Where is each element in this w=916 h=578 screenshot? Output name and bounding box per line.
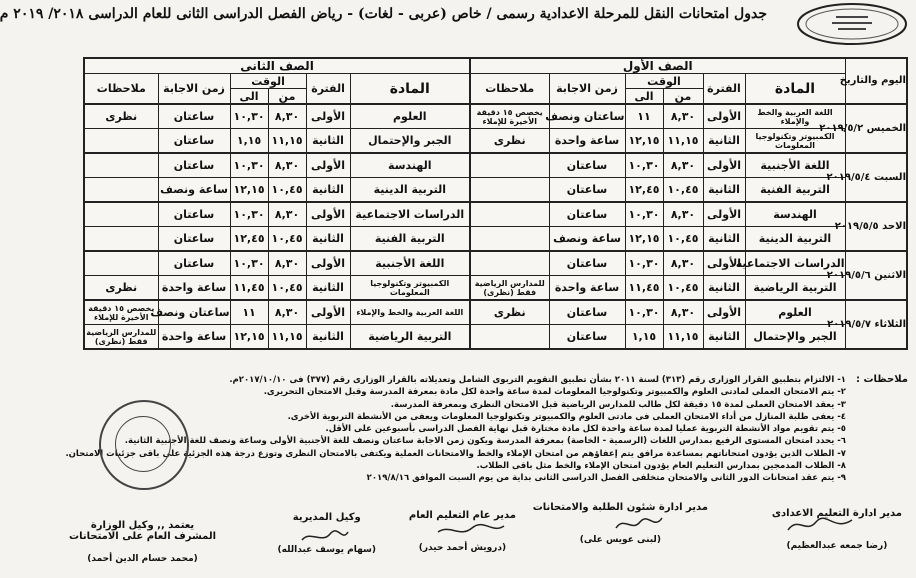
- note-item: ٩- يتم عقد امتحانات الدور الثانى والامتحان متخلفى الفصل الدراسى الثانى بداية من يوم السبت الموافق ٢٠١٩/٨/١٦: [366, 473, 846, 484]
- col-to-header: الى: [230, 89, 268, 105]
- to-cell: ١٠,٣٠: [625, 300, 663, 325]
- signature-scribble-icon: [436, 520, 506, 540]
- duration-cell: ساعتان: [549, 325, 625, 350]
- duration-cell: ساعتان: [549, 178, 625, 203]
- col-subject-header: المادة: [350, 74, 470, 105]
- to-cell: ١٠,٣٠: [625, 251, 663, 276]
- to-cell: ١٢,١٥: [625, 129, 663, 154]
- subject-cell: العلوم: [350, 104, 470, 129]
- from-cell: ٨,٣٠: [663, 104, 703, 129]
- period-cell: الثانية: [306, 227, 350, 252]
- subject-cell: الكمبيوتر وتكنولوجيا المعلومات: [745, 129, 845, 154]
- duration-cell: ساعتان: [549, 300, 625, 325]
- note-item: ٦- يحدد امتحان المستوى الرفيع بمدارس اللغات (الرسمية - الخاصة) بمعرفة المدرسة ويكون زمن الاجابة ساعتان ونصف للغة الأجنبية الأولى وساعة ونصف للغة الأجنبية الثانية.: [124, 436, 846, 447]
- grade2-band: الصف الثانى: [84, 58, 470, 74]
- signature-name: (درويش أحمد حيدر): [418, 543, 507, 553]
- subject-cell: الهندسة: [350, 153, 470, 178]
- duration-cell: ساعتان: [549, 153, 625, 178]
- to-cell: ١١,٤٥: [230, 276, 268, 301]
- subject-cell: التربية الفنية: [745, 178, 845, 203]
- subject-cell: الدراسات الاجتماعية: [350, 202, 470, 227]
- period-cell: الثانية: [306, 129, 350, 154]
- duration-cell: ساعتان: [158, 129, 230, 154]
- signature-5: [69, 520, 216, 564]
- period-cell: الأولى: [306, 202, 350, 227]
- col-from-header: من: [268, 89, 306, 105]
- signature-name: (سهام يوسف عبدالله): [277, 545, 376, 555]
- from-cell: ٨,٣٠: [663, 153, 703, 178]
- seal-eagle-icon: [115, 416, 171, 472]
- duration-cell: ساعتان: [158, 202, 230, 227]
- subject-cell: الهندسة: [745, 202, 845, 227]
- table-row: [84, 104, 470, 129]
- note-item: ١- الالتزام بتطبيق القرار الوزارى رقم (٣١٣) لسنة ٢٠١١ بشأن تطبيق التقويم التربوى الشامل وتعديلاته بالقرار الوزارى رقم (٣٧٧) فى ٢٠١٧/١٠/١٠م.: [229, 375, 846, 385]
- table-row: [84, 325, 470, 350]
- to-cell: ١٠,٣٠: [625, 153, 663, 178]
- note-cell: يخصص ١٥ دقيقة الأخيرة للإملاء: [470, 104, 549, 129]
- to-cell: ١١: [625, 104, 663, 129]
- signature-name: (محمد حسام الدين أحمد): [87, 554, 198, 564]
- to-cell: ١١: [230, 300, 268, 325]
- table-row: [84, 153, 470, 178]
- col-day-header: اليوم والتاريخ: [845, 58, 907, 104]
- to-cell: ١,١٥: [230, 129, 268, 154]
- signature-title: وكيل المديرية: [292, 512, 361, 523]
- note-cell: للمدارس الرياضية فقط (نظرى): [84, 325, 158, 350]
- period-cell: الثانية: [306, 276, 350, 301]
- from-cell: ٨,٣٠: [268, 251, 306, 276]
- subject-cell: العلوم: [745, 300, 845, 325]
- to-cell: ١٠,٣٠: [230, 251, 268, 276]
- subject-cell: الدراسات الاجتماعية: [745, 251, 845, 276]
- table-row: [470, 251, 907, 276]
- signature-title: مدير عام التعليم العام: [408, 510, 516, 521]
- signature-title: مدير ادارة شئون الطلبة والامتحانات: [532, 502, 708, 513]
- note-cell: نظرى: [84, 104, 158, 129]
- period-cell: الثانية: [306, 178, 350, 203]
- subject-cell: الجبر والإحتمال: [350, 129, 470, 154]
- note-cell: [84, 202, 158, 227]
- ministry-logo: [796, 2, 908, 46]
- to-cell: ١٢,٤٥: [625, 178, 663, 203]
- duration-cell: ساعتان: [549, 202, 625, 227]
- signature-name: (لبنى عويس على): [579, 535, 661, 545]
- to-cell: ١٠,٣٠: [625, 202, 663, 227]
- from-cell: ١١,١٥: [268, 325, 306, 350]
- duration-cell: ساعتان: [158, 251, 230, 276]
- note-cell: [84, 251, 158, 276]
- signature-name: (رضا جمعه عبدالعظيم): [786, 541, 888, 551]
- signature-title: مدير ادارة التعليم الاعدادى: [771, 508, 902, 519]
- duration-cell: ساعتان: [158, 153, 230, 178]
- period-cell: الأولى: [306, 104, 350, 129]
- from-cell: ١٠,٤٥: [268, 227, 306, 252]
- period-cell: الأولى: [703, 104, 745, 129]
- to-cell: ١٢,١٥: [230, 178, 268, 203]
- subject-cell: التربية الدينية: [745, 227, 845, 252]
- period-cell: الثانية: [306, 325, 350, 350]
- note-cell: نظرى: [470, 300, 549, 325]
- signature-title: المشرف العام على الامتحانات: [69, 531, 216, 542]
- subject-cell: الجبر والإحتمال: [745, 325, 845, 350]
- grade1-band: الصف الأول: [470, 58, 845, 74]
- col-notes-header: ملاحظات: [470, 74, 549, 105]
- signature-block: [69, 500, 916, 578]
- to-cell: ١٢,٤٥: [230, 227, 268, 252]
- note-item: ٧- الطلاب الذين يؤدون امتحاناتهم بمساعدة مرافق يتم إعفاؤهم من امتحان الإملاء والخط والامتحانات العملية ويكتفى بالامتحان النظرى وتوزع درجة هذه الجزئية على باقى جزئيات الامتحان.: [65, 448, 846, 459]
- note-cell: نظرى: [84, 276, 158, 301]
- subject-cell: التربية الدينية: [350, 178, 470, 203]
- note-cell: [84, 178, 158, 203]
- day-cell: الثلاثاء ٢٠١٩/٥/٧: [845, 300, 907, 349]
- from-cell: ١٠,٤٥: [268, 178, 306, 203]
- note-item: ٢- يتم الامتحان العملى لمادتى العلوم والكمبيوتر وتكنولوجيا المعلومات لمدة ساعة واحدة لكل مادة بمعرفة المدرسة وقبل الامتحان التحريرى.: [263, 387, 846, 398]
- from-cell: ١١,١٥: [268, 129, 306, 154]
- note-cell: [84, 227, 158, 252]
- to-cell: ١٢,١٥: [625, 227, 663, 252]
- col-to-header: الى: [625, 89, 663, 105]
- subject-cell: اللغة الأجنبية: [350, 251, 470, 276]
- day-cell: الخميس ٢٠١٩/٥/٢: [845, 104, 907, 153]
- duration-cell: ساعة ونصف: [549, 227, 625, 252]
- period-cell: الأولى: [703, 202, 745, 227]
- duration-cell: ساعتان: [158, 104, 230, 129]
- col-period-header: الفترة: [306, 74, 350, 105]
- signature-scribble-icon: [614, 514, 664, 534]
- subject-cell: الكمبيوتر وتكنولوجيا المعلومات: [350, 276, 470, 301]
- from-cell: ١٠,٤٥: [268, 276, 306, 301]
- note-cell: [470, 325, 549, 350]
- period-cell: الأولى: [703, 251, 745, 276]
- period-cell: الثانية: [703, 325, 745, 350]
- to-cell: ١٢,١٥: [230, 325, 268, 350]
- note-cell: [470, 153, 549, 178]
- subject-cell: اللغة الأجنبية: [745, 153, 845, 178]
- subject-cell: اللغة العربية والخط والإملاء: [745, 104, 845, 129]
- note-cell: [84, 129, 158, 154]
- from-cell: ٨,٣٠: [663, 251, 703, 276]
- duration-cell: ساعة واحدة: [158, 325, 230, 350]
- from-cell: ١٠,٤٥: [663, 227, 703, 252]
- to-cell: ١٠,٣٠: [230, 202, 268, 227]
- signature-scribble-icon: [300, 528, 350, 548]
- period-cell: الثانية: [703, 276, 745, 301]
- table-row: [84, 202, 470, 227]
- page-title: جدول امتحانات النقل للمرحلة الاعدادية رسمى / خاص (عربى - لغات) - رياض الفصل الدراسى الثانى للعام الدراسى ٢٠١٨/ ٢٠١٩ م: [0, 6, 767, 22]
- official-seal: [99, 400, 189, 490]
- duration-cell: ساعة واحدة: [158, 276, 230, 301]
- table-row: [470, 300, 907, 325]
- table-row: [84, 227, 470, 252]
- to-cell: ١٠,٣٠: [230, 153, 268, 178]
- subject-cell: التربية الرياضية: [745, 276, 845, 301]
- duration-cell: ساعتان ونصف: [158, 300, 230, 325]
- note-cell: [470, 202, 549, 227]
- note-cell: يخصص ١٥ دقيقة الأخيرة للإملاء: [84, 300, 158, 325]
- table-row: [470, 202, 907, 227]
- duration-cell: ساعة واحدة: [549, 276, 625, 301]
- table-row: [84, 276, 470, 301]
- from-cell: ٨,٣٠: [663, 202, 703, 227]
- duration-cell: ساعتان ونصف: [549, 104, 625, 129]
- from-cell: ١١,١٥: [663, 129, 703, 154]
- period-cell: الأولى: [703, 153, 745, 178]
- note-cell: [470, 251, 549, 276]
- grade2-table: [83, 57, 471, 350]
- grade1-table: [469, 57, 908, 350]
- col-duration-header: زمن الاجابة: [549, 74, 625, 105]
- period-cell: الثانية: [703, 227, 745, 252]
- col-from-header: من: [663, 89, 703, 105]
- period-cell: الثانية: [703, 129, 745, 154]
- col-time-header: الوقت: [230, 74, 306, 89]
- day-cell: الاحد ٢٠١٩/٥/٥: [845, 202, 907, 251]
- from-cell: ٨,٣٠: [268, 202, 306, 227]
- note-item: ٤- يعفى طلبة المنازل من أداء الامتحان العملى فى مادتى العلوم والكمبيوتر وتكنولوجيا المعلومات ويعفى من الأنشطة التربوية الأخرى.: [287, 411, 846, 422]
- period-cell: الثانية: [703, 178, 745, 203]
- period-cell: الأولى: [306, 153, 350, 178]
- to-cell: ١٠,٣٠: [230, 104, 268, 129]
- note-item: ٥- يتم تقويم مواد الأنشطة التربوية عمليا لمدة ساعة واحدة لكل مادة مختارة قبل نهاية الفصل الدراسى بأسبوعين على الأقل.: [325, 424, 846, 435]
- signature-title: يعتمد ,, وكيل الوزارة: [90, 520, 195, 531]
- note-item: ٨- الطلاب المدمجين بمدارس التعليم العام يؤدون امتحان الإملاء والخط مثل باقى الطلاب.: [476, 461, 846, 472]
- table-row: [84, 129, 470, 154]
- from-cell: ١٠,٤٥: [663, 276, 703, 301]
- subject-cell: التربية الفنية: [350, 227, 470, 252]
- from-cell: ٨,٣٠: [268, 153, 306, 178]
- period-cell: الأولى: [703, 300, 745, 325]
- notes-label: ملاحظات :: [855, 374, 908, 385]
- duration-cell: ساعة واحدة: [549, 129, 625, 154]
- table-row: [84, 300, 470, 325]
- to-cell: ١١,٤٥: [625, 276, 663, 301]
- from-cell: ٨,٣٠: [268, 300, 306, 325]
- duration-cell: ساعتان: [549, 251, 625, 276]
- note-cell: نظرى: [470, 129, 549, 154]
- subject-cell: التربية الرياضية: [350, 325, 470, 350]
- col-time-header: الوقت: [625, 74, 703, 89]
- note-cell: [470, 227, 549, 252]
- period-cell: الأولى: [306, 300, 350, 325]
- col-duration-header: زمن الاجابة: [158, 74, 230, 105]
- note-item: ٣- يعقد الامتحان العملى لمدة ١٥ دقيقة لكل طالب للمدارس الرياضية قبل الامتحان النظرى وبمعرفة المدرسة.: [390, 399, 846, 410]
- note-cell: [84, 153, 158, 178]
- duration-cell: ساعة ونصف: [158, 178, 230, 203]
- to-cell: ١,١٥: [625, 325, 663, 350]
- notes-list: [65, 374, 846, 485]
- col-period-header: الفترة: [703, 74, 745, 105]
- table-row: [84, 251, 470, 276]
- duration-cell: ساعتان: [158, 227, 230, 252]
- table-row: [470, 153, 907, 178]
- table-row: [470, 104, 907, 129]
- signature-scribble-icon: [786, 514, 856, 536]
- note-cell: للمدارس الرياضية فقط (نظرى): [470, 276, 549, 301]
- day-cell: الاثنين ٢٠١٩/٥/٦: [845, 251, 907, 300]
- from-cell: ١١,١٥: [663, 325, 703, 350]
- from-cell: ١٠,٤٥: [663, 178, 703, 203]
- col-subject-header: المادة: [745, 74, 845, 105]
- subject-cell: اللغة العربية والخط والإملاء: [350, 300, 470, 325]
- note-cell: [470, 178, 549, 203]
- table-row: [84, 178, 470, 203]
- col-notes-header: ملاحظات: [84, 74, 158, 105]
- from-cell: ٨,٣٠: [663, 300, 703, 325]
- day-cell: السبت ٢٠١٩/٥/٤: [845, 153, 907, 202]
- period-cell: الأولى: [306, 251, 350, 276]
- from-cell: ٨,٣٠: [268, 104, 306, 129]
